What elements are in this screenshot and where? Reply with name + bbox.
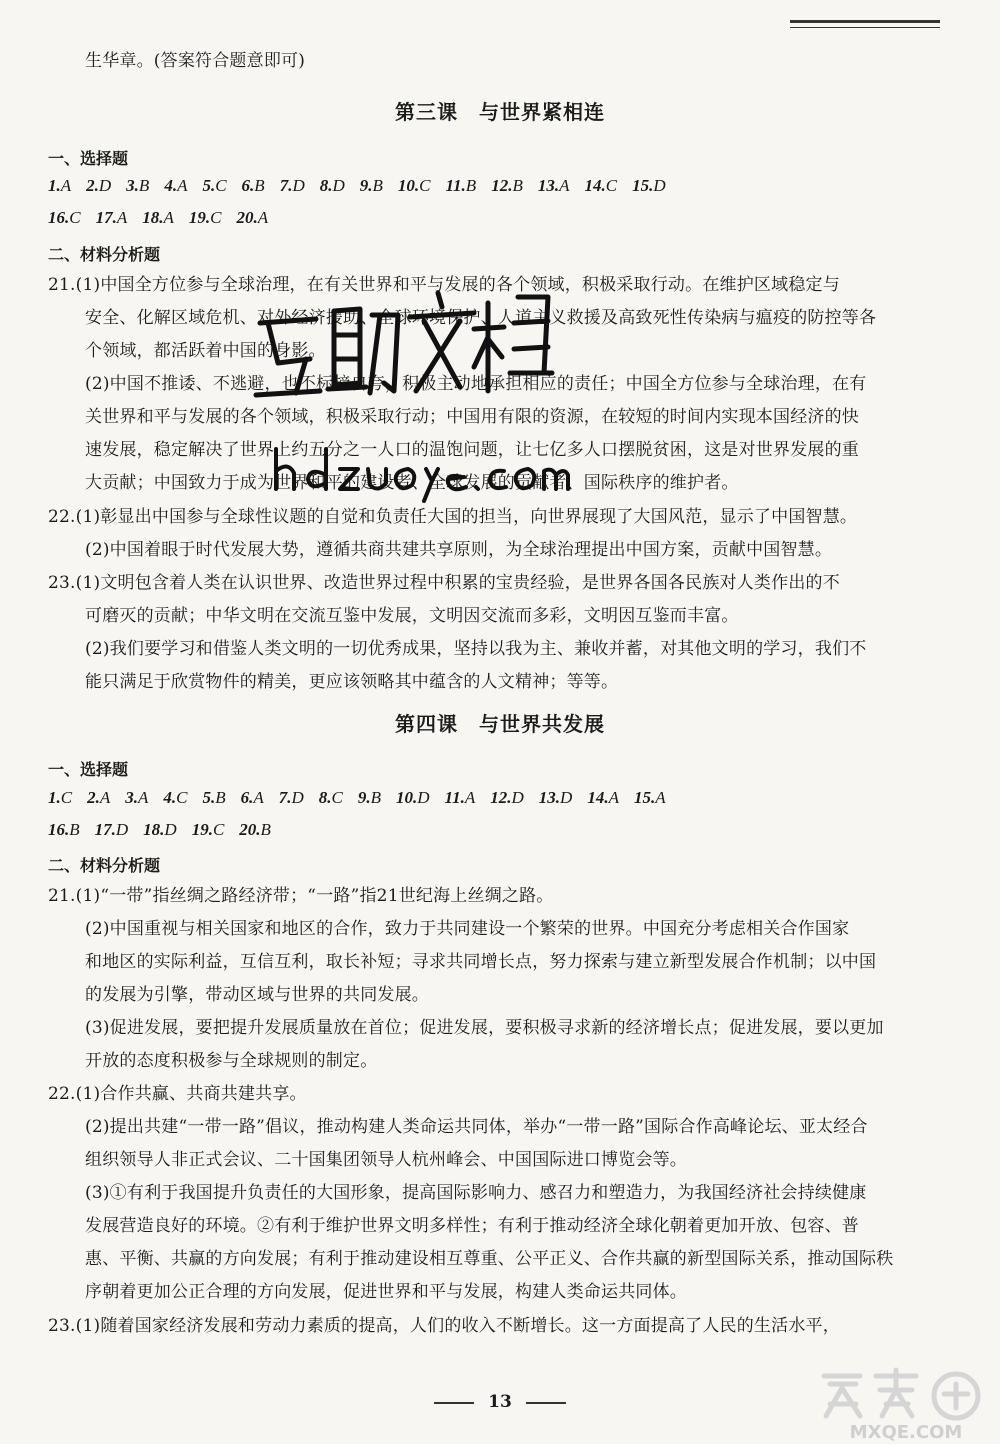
lesson4-section2-label: 二、材料分析题 [48, 856, 161, 875]
answer-item: 9.B [359, 176, 383, 195]
lesson4-q22-line: (3)①有利于我国提升负责任的大国形象，提高国际影响力、感召力和塑造力，为我国经济社会持续健康 [85, 1183, 867, 1203]
lesson3-q21-line: 安全、化解区域危机、对外经济援助、全球环境保护、人道主义救援及高致死性传染病与瘟疫的防控等各 [85, 308, 877, 328]
answer-number: 2. [87, 788, 100, 807]
lesson3-q23-line: 23.(1)文明包含着人类在认识世界、改造世界过程中积累的宝贵经验，是世界各国各民族对人类作出的不 [48, 573, 840, 593]
lesson3-section1-label: 一、选择题 [48, 149, 129, 168]
lesson3-q23-line: (2)我们要学习和借鉴人类文明的一切优秀成果，坚持以我为主、兼收并蓄，对其他文明的学习，我们不 [85, 639, 867, 659]
lesson3-q21-line: 关世界和平与发展的各个领域，积极采取行动；中国用有限的资源，在较短的时间内实现本国经济的快 [85, 407, 859, 427]
answer-number: 1. [48, 176, 61, 195]
answer-item: 11.A [444, 788, 476, 807]
answer-item: 10.D [396, 788, 430, 807]
answer-number: 19. [191, 820, 213, 839]
answer-number: 3. [126, 176, 139, 195]
site-logo-url: MXQE.COM [849, 1422, 963, 1442]
page-number-left-ornament [434, 1402, 474, 1404]
answer-item: 6.A [240, 788, 264, 807]
answer-number: 12. [491, 176, 513, 195]
answer-number: 10. [396, 788, 418, 807]
answer-number: 16. [48, 820, 70, 839]
lesson4-section1-label: 一、选择题 [48, 760, 129, 779]
answer-item: 20.B [239, 820, 271, 839]
answer-item: 1.C [48, 788, 73, 807]
answer-item: 15.A [633, 788, 666, 807]
answer-number: 3. [125, 788, 138, 807]
answer-number: 5. [202, 788, 216, 807]
answer-number: 4. [164, 176, 178, 195]
answer-item: 1.A [48, 176, 72, 195]
lesson4-q22-line: (2)提出共建“一带一路”倡议，推动构建人类命运共同体，举办“一带一路”国际合作高峰论坛、亚太经合 [85, 1117, 868, 1137]
answer-item: 19.C [188, 208, 222, 227]
lesson4-q21-line: 和地区的实际利益，互信互利，取长补短；寻求共同增长点，努力探索与建立新型发展合作机制；以中国 [85, 952, 877, 972]
answer-item: 7.D [278, 788, 304, 807]
lesson3-answers-row2 [48, 208, 283, 228]
lesson4-q21-line: (3)促进发展，要把提升发展质量放在首位；促进发展，要积极寻求新的经济增长点；促进发展，要以更加 [85, 1018, 884, 1038]
answer-item: 4.A [164, 176, 188, 195]
lesson3-q21-line: 21.(1)中国全方位参与全球治理，在有关世界和平与发展的各个领域，积极采取行动。在维护区域稳定与 [48, 275, 840, 295]
page-number-right-ornament [526, 1402, 566, 1404]
answer-item: 17.D [94, 820, 129, 839]
answer-number: 20. [239, 820, 261, 839]
answer-number: 11. [444, 788, 465, 807]
answer-number: 9. [359, 176, 373, 195]
answer-number: 8. [319, 176, 333, 195]
answer-item: 12.B [491, 176, 523, 195]
lesson4-title: 第四课 与世界共发展 [395, 712, 605, 736]
answer-item: 7.D [279, 176, 305, 195]
answer-number: 19. [188, 208, 211, 227]
answer-item: 14.C [584, 176, 618, 195]
answer-number: 17. [94, 820, 116, 839]
answer-number: 12. [490, 788, 512, 807]
answer-item: 11.B [445, 176, 477, 195]
lesson4-q21-line: 开放的态度积极参与全球规则的制定。 [85, 1051, 378, 1071]
answer-item: 13.A [537, 176, 570, 195]
answer-item: 15.D [632, 176, 666, 195]
answer-item: 20.A [236, 208, 269, 227]
lesson3-answers-row1 [48, 176, 681, 196]
answer-item: 19.C [191, 820, 225, 839]
answer-number: 6. [240, 788, 254, 807]
answer-number: 7. [279, 176, 293, 195]
lesson3-section2-label: 二、材料分析题 [48, 245, 161, 264]
answer-item: 14.A [587, 788, 619, 807]
answer-item: 18.A [142, 208, 174, 227]
answer-item: 3.B [126, 176, 150, 195]
lesson3-q22-line: (2)中国着眼于时代发展大势，遵循共商共建共享原则，为全球治理提出中国方案，贡献中国智慧。 [85, 540, 833, 560]
lesson3-q23-line: 可磨灭的贡献；中华文明在交流互鉴中发展，文明因交流而多彩，文明因互鉴而丰富。 [85, 606, 739, 626]
answer-number: 7. [278, 788, 292, 807]
answer-item: 5.B [202, 788, 226, 807]
lesson4-q23-line: 23.(1)随着国家经济发展和劳动力素质的提高，人们的收入不断增长。这一方面提高了人民的生活水平， [48, 1316, 840, 1336]
lesson4-q22-line: 发展营造良好的环境。②有利于维护世界文明多样性；有利于推动经济全球化朝着更加开放、包容、普 [85, 1216, 859, 1236]
answer-number: 1. [48, 788, 61, 807]
answer-number: 4. [163, 788, 177, 807]
lesson4-q22-line: 序朝着更加公正合理的方向发展，促进世界和平与发展，构建人类命运共同体。 [85, 1282, 687, 1302]
answer-item: 16.B [48, 820, 80, 839]
answer-item: 3.A [125, 788, 149, 807]
answer-number: 2. [86, 176, 99, 195]
lesson4-q22-line: 22.(1)合作共赢、共商共建共享。 [48, 1084, 307, 1104]
lesson4-answers-row2 [48, 820, 286, 840]
answer-number: 14. [587, 788, 609, 807]
answer-item: 2.D [86, 176, 112, 195]
page-number-text: 13 [488, 1392, 512, 1412]
answer-number: 5. [202, 176, 216, 195]
top-line: 生华章。(答案符合题意即可) [85, 51, 306, 71]
lesson3-q21-line: 个领域，都活跃着中国的身影。 [85, 341, 326, 361]
lesson4-answers-row1 [48, 788, 681, 808]
lesson3-q21-line: (2)中国不推诿、不逃避，也不标榜自夸，积极主动地承担相应的责任；中国全方位参与全球治理，在有 [85, 374, 867, 394]
site-logo [816, 1366, 996, 1442]
answer-number: 20. [236, 208, 258, 227]
lesson4-q22-line: 惠、平衡、共赢的方向发展；有利于推动建设相互尊重、公平正义、合作共赢的新型国际关系，推动国际秩 [85, 1249, 894, 1269]
answer-item: 2.A [87, 788, 111, 807]
answer-number: 18. [142, 208, 164, 227]
answer-number: 18. [143, 820, 165, 839]
answer-number: 13. [538, 788, 561, 807]
answer-item: 8.C [318, 788, 343, 807]
answer-item: 6.B [241, 176, 265, 195]
answer-item: 4.C [163, 788, 188, 807]
answer-item: 9.B [357, 788, 382, 807]
answer-item: 12.D [490, 788, 524, 807]
answer-number: 16. [48, 208, 70, 227]
answer-item: 13.D [538, 788, 573, 807]
answer-number: 11. [445, 176, 466, 195]
lesson3-q21-line: 速发展，稳定解决了世界上约五分之一人口的温饱问题，让七亿多人口摆脱贫困，这是对世界发展的重 [85, 440, 859, 460]
answer-number: 13. [537, 176, 560, 195]
answer-item: 16.C [48, 208, 81, 227]
answer-number: 15. [632, 176, 654, 195]
header-rule [790, 20, 940, 28]
answer-item: 18.D [143, 820, 177, 839]
lesson3-q22-line: 22.(1)彰显出中国参与全球性议题的自觉和负责任大国的担当，向世界展现了大国风范，显示了中国智慧。 [48, 507, 858, 527]
answer-number: 17. [95, 208, 117, 227]
lesson4-q22-line: 组织领导人非正式会议、二十国集团领导人杭州峰会、中国国际进口博览会等。 [85, 1150, 687, 1170]
answer-item: 5.C [202, 176, 227, 195]
lesson3-q23-line: 能只满足于欣赏物件的精美，更应该领略其中蕴含的人文精神；等等。 [85, 672, 619, 692]
answer-item: 8.D [319, 176, 345, 195]
answer-number: 8. [318, 788, 332, 807]
lesson4-q21-line: 21.(1)“一带”指丝绸之路经济带；“一路”指21世纪海上丝绸之路。 [48, 886, 554, 906]
lesson3-q21-line: 大贡献；中国致力于成为世界和平的建设者、全球发展的贡献者、国际秩序的维护者。 [85, 473, 739, 493]
lesson4-q21-line: 的发展为引擎，带动区域与世界的共同发展。 [85, 985, 429, 1005]
answer-number: 10. [397, 176, 420, 195]
lesson3-title: 第三课 与世界紧相连 [395, 100, 605, 124]
answer-number: 14. [584, 176, 606, 195]
answer-number: 6. [241, 176, 255, 195]
answer-number: 9. [357, 788, 371, 807]
lesson4-q21-line: (2)中国重视与相关国家和地区的合作，致力于共同建设一个繁荣的世界。中国充分考虑相关合作国家 [85, 919, 850, 939]
answer-item: 10.C [397, 176, 431, 195]
answer-number: 15. [633, 788, 656, 807]
answer-item: 17.A [95, 208, 128, 227]
